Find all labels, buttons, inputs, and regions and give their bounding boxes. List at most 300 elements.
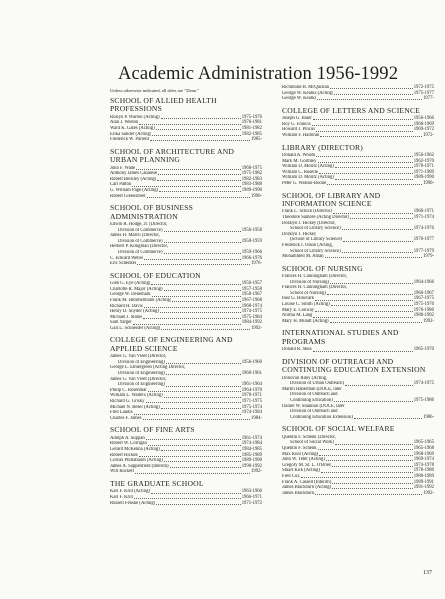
entry-years: 1961-1964	[241, 382, 262, 388]
admin-section	[282, 425, 434, 496]
entry-name: George L. Elmergreen (Acting Director,	[110, 365, 186, 371]
entry-name: Fred Cox	[282, 473, 300, 479]
page-title: Academic Administration 1956-1992	[118, 63, 399, 84]
section-entries	[110, 281, 262, 331]
admin-entry	[110, 261, 262, 267]
dot-leader	[316, 131, 413, 132]
admin-section	[110, 204, 262, 267]
admin-section	[110, 272, 262, 332]
section-title: SCHOOL OF LIBRARY AND INFORMATION SCIENCE	[282, 190, 381, 208]
dot-leader	[161, 450, 241, 451]
entry-years: 1975-1982	[241, 171, 262, 177]
entry-years: 1974-1984	[241, 441, 262, 447]
dot-leader	[333, 213, 413, 214]
entry-years: 1972-	[423, 132, 434, 138]
dot-leader	[161, 329, 250, 330]
section-entries	[282, 347, 434, 353]
section-title: SCHOOL OF BUSINESS ADMINISTRATION	[110, 203, 194, 221]
entry-name: Robert W. Corrigan	[110, 441, 147, 447]
dot-leader	[146, 439, 241, 440]
admin-entry	[282, 181, 434, 187]
entry-name: Mohammed M. Aman	[282, 254, 324, 260]
dot-leader	[327, 184, 422, 185]
entry-name: Inez G. Hinsvark	[282, 296, 315, 302]
entry-name: School of Social Work)	[290, 440, 334, 446]
entry-name: Michael N. Besel (Acting)	[110, 404, 160, 410]
entry-name: James H. March (Director,	[110, 233, 160, 239]
dot-leader	[332, 466, 412, 467]
entry-name: George W. Keulks (Acting)	[282, 90, 334, 96]
right-sections	[282, 107, 434, 497]
entry-name: Frances H. Cunningham (Director,	[282, 274, 348, 280]
admin-section	[110, 480, 262, 506]
admin-section	[282, 329, 434, 352]
entry-name: William D. Moritz (Acting)	[282, 164, 334, 170]
dot-leader	[143, 419, 251, 420]
dot-leader	[160, 312, 241, 313]
dot-leader	[152, 296, 241, 297]
section-title: SCHOOL OF EDUCATION	[110, 270, 201, 280]
entry-name: Robert Greenstreet	[110, 193, 146, 199]
entry-years: 1983-1988	[241, 182, 262, 188]
dot-leader	[146, 402, 241, 403]
dot-leader	[135, 473, 250, 474]
admin-entry	[110, 501, 262, 507]
dot-leader	[335, 179, 413, 180]
entry-name: William L. Walters (Acting)	[110, 393, 163, 399]
entry-years: 1959-1966	[241, 249, 262, 255]
entry-years: 1971-1975	[241, 399, 262, 405]
entry-years: 1989-1990	[241, 458, 262, 464]
entry-years: 1971-1974	[413, 214, 434, 220]
entry-years: 1979-	[423, 254, 434, 260]
entry-name: Doralyn J. Hickey (Director,	[282, 220, 336, 226]
entry-years: 1956-1958	[241, 227, 262, 233]
dot-leader	[152, 135, 240, 136]
dot-leader	[315, 300, 413, 301]
dot-leader	[334, 94, 412, 95]
entry-name: Division of Outreach and	[290, 409, 338, 415]
section-title: SCHOOL OF SOCIAL WELFARE	[282, 424, 395, 434]
entry-name: Russell Fenske (Acting)	[110, 500, 156, 506]
entry-years: 1966-1971	[413, 209, 434, 215]
admin-section	[282, 358, 434, 421]
entry-years: 1964-1970	[241, 387, 262, 393]
entry-years: 1956-1960	[241, 359, 262, 365]
entry-name: George W. Denemark	[110, 292, 151, 298]
entry-years: 1989-1990	[241, 187, 262, 193]
dot-leader	[166, 374, 241, 375]
entry-name: James A. Sappenfield (Interim)	[110, 463, 169, 469]
entry-years: 1974-1975	[413, 381, 434, 387]
entry-years: 1958-1967	[241, 292, 262, 298]
titles-note: Unless otherwise indicated, all titles are "Dean."	[110, 88, 199, 93]
entry-name: Division of Urban Outreach)	[290, 381, 345, 387]
entry-years: 1992-	[423, 490, 434, 496]
entry-name: William D. Moritz (Acting)	[282, 175, 334, 181]
entry-name: Division of Engineering)	[118, 359, 165, 365]
dot-leader	[318, 162, 413, 163]
entry-years: 1975-1986	[413, 398, 434, 404]
entry-name: James G. Van Vleet (Director,	[110, 354, 167, 360]
entry-years: 1974-1978	[413, 462, 434, 468]
entry-years: 1989-1991	[413, 479, 434, 485]
entry-years: 1976-	[251, 261, 262, 267]
entry-years: 1976-1980	[413, 307, 434, 313]
entry-name: Glen G. Eye (Acting)	[110, 281, 151, 287]
entry-years: 1961-1974	[241, 435, 262, 441]
entry-years: 1974-1984	[241, 410, 262, 416]
entry-name: Charles F. James	[110, 415, 142, 421]
dot-leader	[343, 241, 412, 242]
graduate-school-continued	[282, 85, 434, 102]
admin-section	[110, 97, 262, 143]
entry-name: Corliss Phillabaum (Acting)	[110, 458, 163, 464]
entry-name: George W. Keulks	[282, 96, 317, 102]
entry-name: Karl F. Krill	[110, 494, 133, 500]
entry-name: Frederick I. Olson (Acting,	[282, 242, 333, 248]
entry-years: 1980-1989	[413, 473, 434, 479]
section-entries	[110, 489, 262, 506]
entry-name: Division of Nursing)	[290, 279, 330, 285]
dot-leader	[330, 283, 413, 284]
entry-years: 1970-1971	[241, 393, 262, 399]
entry-years: 1975-1976	[241, 114, 262, 120]
admin-entry	[282, 254, 434, 260]
dot-leader	[312, 125, 413, 126]
entry-name: School of Library Science)	[290, 226, 341, 232]
entry-years: 1967-1968	[241, 297, 262, 303]
entry-name: Gail L. Schneider (Acting)	[110, 325, 161, 331]
dot-leader	[136, 169, 241, 170]
entry-years: 1975-1977	[413, 90, 434, 96]
entry-years: 1985-1989	[241, 452, 262, 458]
entry-name: Adolph A. Suppan	[110, 435, 145, 441]
entry-years: 1977-	[423, 96, 434, 102]
section-title: SCHOOL OF FINE ARTS	[110, 425, 195, 435]
dot-leader	[164, 397, 241, 398]
entry-years: 1962-1970	[413, 158, 434, 164]
entry-years: 1968-1974	[241, 303, 262, 309]
entry-name: Frank L. Schick (Director)	[282, 209, 332, 215]
admin-entry	[282, 347, 434, 353]
entry-years: 1956-1962	[413, 152, 434, 158]
entry-name: John W. Teter (Acting)	[282, 457, 325, 463]
entry-name: Stuart Kirk (Acting)	[282, 468, 321, 474]
entry-years: 1990-1992	[241, 463, 262, 469]
entry-years: 1975-1974	[241, 404, 262, 410]
entry-years: 1969-1972	[413, 127, 434, 133]
entry-name: Herbert P. Klingman (Director,	[110, 244, 168, 250]
entry-name: Frederick W. Parrent	[110, 137, 149, 143]
admin-section	[282, 107, 434, 139]
admin-section	[110, 148, 262, 199]
entry-years: 1984-1992	[241, 320, 262, 326]
entry-name: Robert Beckley (Acting)	[110, 176, 157, 182]
entry-name: Erika Sander (Acting)	[110, 131, 152, 137]
dot-leader	[316, 156, 412, 157]
entry-name: Will Rockett	[110, 469, 134, 475]
entry-years: 1992-	[423, 318, 434, 324]
entry-years: 1976-1981	[241, 120, 262, 126]
dot-leader	[134, 414, 241, 415]
entry-years: 1982-1983	[241, 176, 262, 182]
entry-name: William C. Roselle	[282, 169, 318, 175]
entry-name: Mark M. Gormley	[282, 158, 317, 164]
entry-years: 1982-1985	[241, 131, 262, 137]
dot-leader	[139, 456, 241, 457]
entry-name: Frank A. Cassell (Interim)	[282, 479, 332, 485]
dot-leader	[317, 99, 422, 100]
entry-name: Peter G. Watson-Boone	[282, 180, 327, 186]
dot-leader	[151, 493, 241, 494]
entry-years: 1978-1980	[413, 468, 434, 474]
dot-leader	[157, 180, 240, 181]
section-title: THE GRADUATE SCHOOL	[110, 478, 204, 488]
entry-years: 1989-1990	[413, 175, 434, 181]
right-column	[282, 85, 434, 501]
entry-name: Martin Haberman (DOCE, later	[282, 386, 342, 392]
admin-section	[282, 144, 434, 187]
section-title: COLLEGE OF LETTERS AND SCIENCE	[282, 105, 421, 115]
entry-name: Edwin R. Hodge, Jr. (Director,	[110, 221, 168, 227]
dot-leader	[320, 136, 422, 137]
entry-name: Ward K. Gates (Acting)	[110, 126, 155, 131]
entry-name: John F. Wade	[110, 165, 136, 171]
entry-name: Quentin F. Schenk (Director,	[282, 434, 336, 440]
entry-name: Continuing Education Extension)	[290, 414, 353, 420]
entry-years: 1974-1975	[241, 309, 262, 315]
entry-name: Donald R. Shea	[282, 347, 312, 353]
dot-leader	[321, 472, 413, 473]
admin-entry	[282, 96, 434, 102]
entry-years: 1969-1974	[413, 457, 434, 463]
dot-leader	[172, 301, 240, 302]
entry-years: 1986-	[423, 414, 434, 420]
dot-leader	[332, 483, 412, 484]
dot-leader	[330, 88, 413, 89]
entry-name: (School of Library Science)	[290, 237, 343, 243]
section-entries	[282, 274, 434, 324]
entry-name: Fred Landis	[110, 410, 133, 416]
section-entries	[282, 209, 434, 259]
dot-leader	[144, 307, 241, 308]
dot-leader	[350, 218, 412, 219]
entry-name: Alan J. Weston	[110, 120, 139, 126]
entry-years: 1965-1965	[413, 440, 434, 446]
entry-years: 1985-	[251, 137, 262, 143]
left-column	[110, 87, 262, 511]
section-entries	[110, 354, 262, 421]
entry-years: 1991-1992	[413, 485, 434, 491]
dot-leader	[133, 324, 241, 325]
entry-name: Roslyn P. Warren (Acting)	[110, 114, 160, 120]
left-sections	[110, 97, 262, 506]
dot-leader	[143, 318, 240, 319]
entry-name: Frances H. Cunningham (Director,	[282, 285, 348, 291]
dot-leader	[330, 322, 422, 323]
dot-leader	[156, 129, 241, 130]
dot-leader	[137, 264, 250, 265]
dot-leader	[164, 290, 241, 291]
admin-entry	[110, 326, 262, 332]
entry-name: Frank M. Himmelmann (Acting)	[110, 297, 172, 303]
entry-name: Theodore Samore (Acting Director)	[282, 214, 350, 220]
dot-leader	[342, 252, 413, 253]
entry-name: Division of Outreach and	[290, 392, 338, 398]
entry-name: School of Library Science)	[290, 248, 341, 254]
entry-years: 1974-1976	[413, 226, 434, 232]
entry-name: Division of Engineering)	[118, 382, 165, 388]
section-title: SCHOOL OF ALLIED HEALTH PROFESSIONS	[110, 96, 217, 114]
entry-name: Division of Commerce)	[118, 249, 163, 255]
entry-name: James G. Van Vleet (Director,	[110, 376, 167, 382]
dot-leader	[342, 229, 413, 230]
entry-name: Mary E. Conway	[282, 307, 315, 313]
entry-years: 1990-	[423, 180, 434, 186]
section-title: COLLEGE OF ENGINEERING AND APPLIED SCIENCE	[110, 335, 233, 353]
entry-name: G. William Page (Acting)	[110, 187, 159, 193]
entry-name: Richmond B. McQuistan	[282, 85, 330, 90]
entry-years: 1966-1969	[413, 121, 434, 127]
section-entries	[282, 435, 434, 497]
entry-name: Anthony James Catanese	[110, 171, 158, 177]
admin-entry	[282, 491, 434, 497]
section-title: INTERNATIONAL STUDIES AND PROGRAMS	[282, 328, 399, 346]
dot-leader	[345, 385, 413, 386]
admin-section	[282, 265, 434, 325]
dot-leader	[313, 317, 412, 318]
dot-leader	[161, 408, 241, 409]
section-title: LIBRARY (DIRECTOR)	[282, 142, 364, 152]
entry-name: Michael J. Stolee	[110, 314, 143, 320]
entry-name: Joseph G. Baier	[282, 116, 312, 122]
dot-leader	[148, 391, 241, 392]
entry-name: Robert Hickok	[110, 452, 138, 458]
dot-leader	[148, 445, 241, 446]
dot-leader	[170, 467, 241, 468]
section-entries	[110, 115, 262, 143]
dot-leader	[166, 363, 241, 364]
entry-years: 1970-1971	[413, 164, 434, 170]
section-entries	[282, 376, 434, 421]
admin-section	[282, 192, 434, 260]
entry-name: Max Kurz (Acting)	[282, 451, 319, 457]
entry-years: 1975-1976	[413, 302, 434, 308]
section-entries	[282, 153, 434, 187]
dot-leader	[319, 455, 413, 456]
entry-name: Donovan Riley (Acting,	[282, 375, 328, 381]
dot-leader	[325, 257, 423, 258]
dot-leader	[332, 488, 412, 489]
section-entries	[110, 222, 262, 267]
entry-name: Charlotte R. Major (Acting)	[110, 286, 163, 292]
entry-years: 1960-1961	[241, 371, 262, 377]
entry-years: 1968-1969	[413, 451, 434, 457]
entry-years: 1965-1968	[413, 446, 434, 451]
section-title: SCHOOL OF ARCHITECTURE AND URBAN PLANNING	[110, 146, 235, 165]
entry-years: 1972-1975	[413, 85, 434, 90]
entry-name: Richard G. Grisky	[110, 399, 145, 405]
dot-leader	[301, 477, 413, 478]
dot-leader	[331, 305, 413, 306]
entry-years: 1964-1966	[413, 279, 434, 285]
entry-years: 1977-1979	[413, 248, 434, 254]
admin-entry	[282, 319, 434, 325]
entry-name: Mary H. Mundt (Acting)	[282, 318, 329, 324]
entry-name: Eric Schenker	[110, 261, 137, 267]
dot-leader	[335, 444, 413, 445]
dot-leader	[147, 197, 251, 198]
entry-name: Division of Commerce)	[118, 238, 163, 244]
entry-name: Richard H. Davis	[110, 303, 143, 309]
admin-section	[110, 426, 262, 475]
entry-name: Gregory M. St. L. O'Brien	[282, 462, 332, 468]
dot-leader	[335, 167, 413, 168]
admin-entry	[110, 137, 262, 143]
dot-leader	[164, 242, 241, 243]
entry-name: Gerard McKenna (Acting)	[110, 447, 160, 452]
dot-leader	[164, 253, 241, 254]
entry-name: William F. Halloran	[282, 132, 320, 138]
dot-leader	[319, 173, 413, 174]
section-title: DIVISION OF OUTREACH AND CONTINUING EDUCATION EXTENSION	[282, 356, 426, 375]
dot-leader	[150, 140, 250, 141]
section-entries	[110, 436, 262, 475]
admin-entry	[282, 415, 434, 421]
entry-name: Quentin F. Schenk	[282, 446, 317, 451]
section-entries	[110, 166, 262, 200]
dot-leader	[318, 449, 413, 450]
entry-name: Howard J. Pincus	[282, 127, 315, 133]
entry-years: 1992-	[251, 325, 262, 331]
entry-years: 1965-1970	[413, 347, 434, 353]
entry-name: James Blackburn	[282, 490, 315, 496]
admin-entry	[110, 469, 262, 475]
entry-years: 1967-1975	[413, 296, 434, 302]
entry-years: 1976-1977	[413, 237, 434, 243]
entry-years: 1966-1971	[241, 494, 262, 500]
dot-leader	[156, 504, 240, 505]
entry-years: 1966-1967	[413, 290, 434, 296]
entry-name: C. Edward Weber	[110, 255, 144, 261]
entry-name: Karl F. Krill (Acting)	[110, 489, 150, 495]
entry-name: School of Nursing)	[290, 290, 326, 296]
entry-years: 1963-1966	[241, 489, 262, 495]
admin-entry	[110, 194, 262, 200]
page-number: 137	[423, 570, 432, 576]
entry-years: 1981-1982	[241, 126, 262, 131]
dot-leader	[161, 118, 241, 119]
entry-name: Philip C. Rosenthal	[110, 387, 147, 393]
dot-leader	[164, 231, 241, 232]
entry-years: 1990-	[251, 193, 262, 199]
entry-years: 1971-1972	[241, 500, 262, 506]
dot-leader	[315, 311, 413, 312]
dot-leader	[132, 186, 240, 187]
section-entries	[282, 116, 434, 138]
dot-leader	[139, 124, 240, 125]
dot-leader	[315, 494, 422, 495]
entry-years: 1956-1966	[413, 116, 434, 122]
entry-name: Carl Patton	[110, 182, 132, 188]
entry-name: Continuing Education)	[290, 398, 333, 404]
dot-leader	[354, 418, 422, 419]
entry-years: 1957-1958	[241, 286, 262, 292]
entry-years: 1975-1984	[241, 314, 262, 320]
entry-years: 1980-1992	[413, 313, 434, 319]
entry-name: Division of Engineering)	[118, 371, 165, 377]
